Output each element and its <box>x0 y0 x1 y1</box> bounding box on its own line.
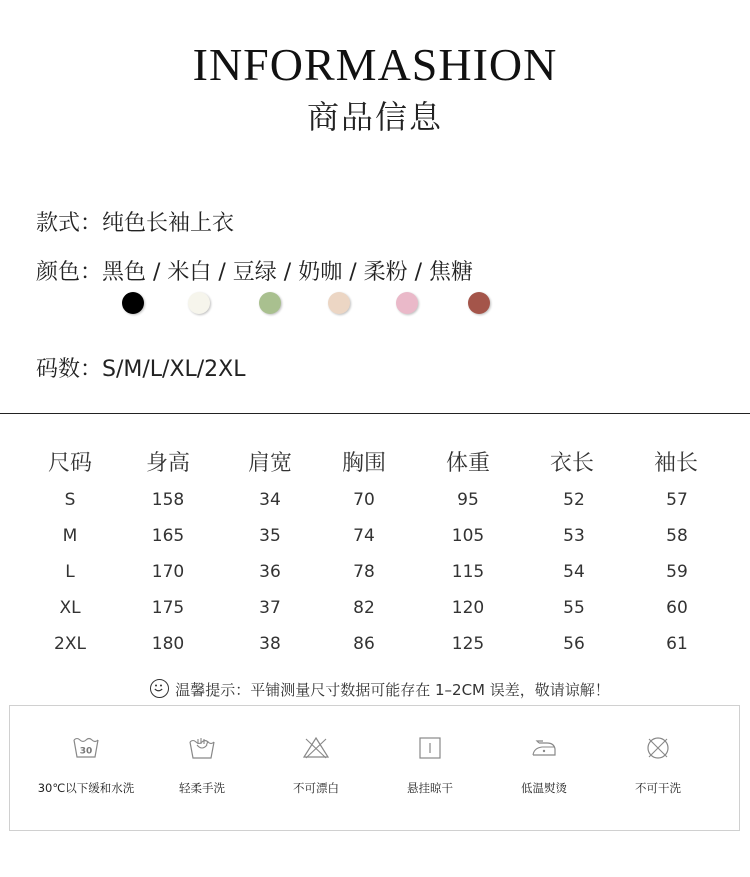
care-label: 轻柔手洗 <box>179 781 225 795</box>
table-cell: 52 <box>563 490 585 510</box>
measurement-tip <box>0 679 750 700</box>
table-row <box>14 526 750 562</box>
line-dry-icon <box>416 736 444 760</box>
no-bleach-icon <box>302 736 330 760</box>
table-row <box>14 490 750 526</box>
swatch-pink <box>396 292 418 314</box>
low-iron-icon <box>530 736 558 760</box>
care-item <box>370 706 490 830</box>
table-cell: 36 <box>259 562 281 582</box>
color-line: 颜色：黑色 / 米白 / 豆绿 / 奶咖 / 柔粉 / 焦糖 <box>36 260 473 285</box>
size-table <box>14 446 750 670</box>
table-cell: 120 <box>451 598 485 618</box>
care-item <box>142 706 262 830</box>
header-cell: 袖长 <box>653 451 698 476</box>
style-line: 款式：纯色长袖上衣 <box>36 211 235 236</box>
table-cell: 58 <box>666 526 688 546</box>
table-cell: 82 <box>353 598 375 618</box>
table-cell: 60 <box>666 598 688 618</box>
table-row <box>14 634 750 670</box>
table-row <box>14 598 750 634</box>
title-english: INFORMASHION <box>192 39 558 90</box>
table-cell: 37 <box>259 598 281 618</box>
header-cell: 尺码 <box>47 451 92 476</box>
table-cell: 78 <box>353 562 375 582</box>
table-cell: 158 <box>151 490 185 510</box>
care-label: 30℃以下缓和水洗 <box>37 781 135 795</box>
table-cell: 115 <box>451 562 485 582</box>
care-item <box>26 706 146 830</box>
care-item <box>598 706 718 830</box>
table-cell: 2XL <box>54 634 86 654</box>
table-cell: 170 <box>151 562 185 582</box>
table-cell: 180 <box>151 634 185 654</box>
care-item <box>256 706 376 830</box>
table-cell: 74 <box>353 526 375 546</box>
header-cell: 体重 <box>445 451 490 476</box>
title-chinese: 商品信息 <box>306 98 443 136</box>
section-divider <box>0 413 750 414</box>
smiley-icon <box>150 679 169 698</box>
care-label: 悬挂晾干 <box>407 781 453 795</box>
table-cell: M <box>62 526 78 546</box>
care-label: 低温熨烫 <box>521 781 567 795</box>
table-cell: 61 <box>666 634 688 654</box>
care-instructions <box>9 705 740 831</box>
table-cell: 125 <box>451 634 485 654</box>
table-cell: 54 <box>563 562 585 582</box>
header-cell: 肩宽 <box>247 451 292 476</box>
table-cell: 86 <box>353 634 375 654</box>
table-cell: 105 <box>451 526 485 546</box>
table-cell: L <box>65 562 75 582</box>
tip-text: 温馨提示：平铺测量尺寸数据可能存在 1–2CM 误差，敬请谅解！ <box>175 681 610 699</box>
table-cell: 70 <box>353 490 375 510</box>
care-label: 不可漂白 <box>293 781 339 795</box>
swatch-black <box>122 292 144 314</box>
swatch-green <box>259 292 281 314</box>
table-cell: 53 <box>563 526 585 546</box>
table-cell: 34 <box>259 490 281 510</box>
table-cell: 165 <box>151 526 185 546</box>
table-cell: S <box>64 490 76 510</box>
table-cell: 95 <box>457 490 479 510</box>
wash-30-icon <box>72 736 100 760</box>
table-header-row <box>14 446 750 490</box>
table-cell: 57 <box>666 490 688 510</box>
hand-wash-icon <box>188 736 216 760</box>
no-dry-clean-icon <box>644 736 672 760</box>
swatch-caramel <box>468 292 490 314</box>
care-item <box>484 706 604 830</box>
swatch-latte <box>328 292 350 314</box>
svg-text:30: 30 <box>79 746 93 757</box>
table-cell: 35 <box>259 526 281 546</box>
table-cell: 59 <box>666 562 688 582</box>
table-cell: 175 <box>151 598 185 618</box>
care-label: 不可干洗 <box>635 781 681 795</box>
swatch-beige <box>188 292 210 314</box>
table-row <box>14 562 750 598</box>
table-cell: 55 <box>563 598 585 618</box>
table-cell: XL <box>59 598 81 618</box>
header-cell: 胸围 <box>341 451 386 476</box>
header-cell: 衣长 <box>549 451 594 476</box>
table-cell: 56 <box>563 634 585 654</box>
header-cell: 身高 <box>145 451 190 476</box>
size-line: 码数：S/M/L/XL/2XL <box>36 357 246 382</box>
table-cell: 38 <box>259 634 281 654</box>
